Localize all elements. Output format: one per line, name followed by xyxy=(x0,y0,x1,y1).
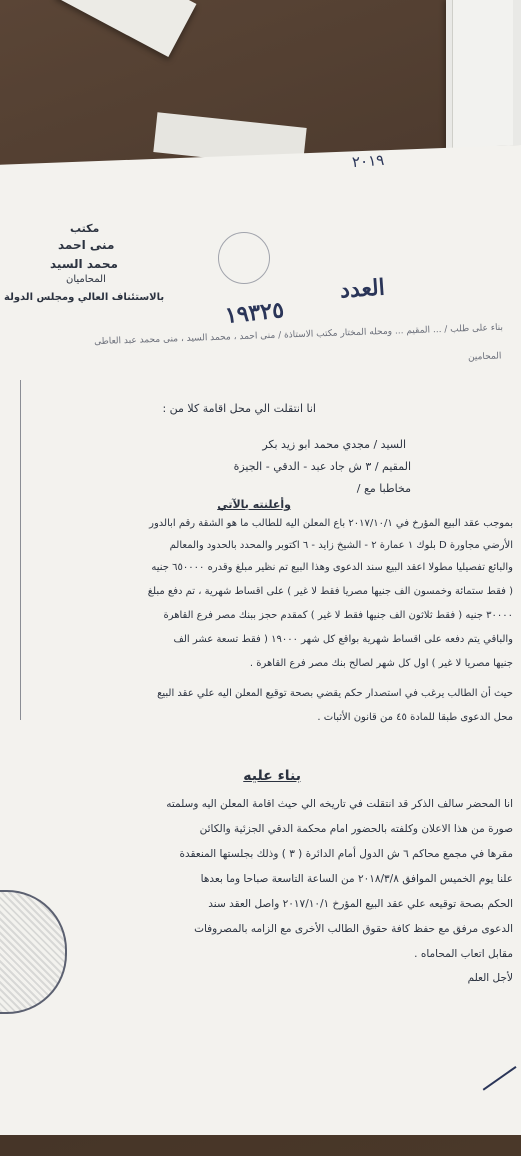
court-seal xyxy=(218,232,270,284)
body-line-7: جنيها مصريا لا غير ) اول كل شهر لصالح بنك مصر فرع القاهرة . xyxy=(249,658,513,669)
office-line-3: محمد السيد xyxy=(50,257,118,271)
handwritten-code: ٢٠١٩ xyxy=(351,150,385,172)
section-title: بناء عليه xyxy=(243,768,301,784)
closing-line-5: الحكم بصحة توقيعه علي عقد البيع المؤرخ ٢٠١٧/١٠/١ واصل العقد سند xyxy=(208,898,513,910)
office-line-4: المحاميان xyxy=(66,274,106,285)
header-line-2: المحامين xyxy=(467,351,502,363)
closing-line-3: مقرها في مجمع محاكم ٦ ش الدول أمام الدائرة ( ٣ ) وذلك بجلستها المنعقدة xyxy=(179,848,513,860)
body-line-8: حيث أن الطالب يرغب في استصدار حكم يقضي بصحة توقيع المعلن اليه علي عقد البيع xyxy=(157,688,513,699)
recipient-name: السيد / مجدي محمد ابو زيد بكر xyxy=(262,438,406,451)
handwritten-number: ١٩٣٢٥ xyxy=(223,296,286,330)
office-line-1: مكتب xyxy=(70,222,100,235)
body-line-1: بموجب عقد البيع المؤرخ في ٢٠١٧/١٠/١ باع المعلن اليه للطالب ما هو الشقة رقم ابالدور xyxy=(149,518,513,529)
handwritten-word: العدد xyxy=(339,274,386,304)
body-line-3: والبائع تفصيليا مطولا اعقد البيع سند الدعوى وهذا البيع تم نظير مبلغ وقدره ٦٥٠٠٠٠ جنيه xyxy=(151,562,513,573)
body-line-5: ٣٠٠٠٠ جنيه ( فقط ثلاثون الف جنيها فقط لا غير ) كمقدم حجز ببنك مصر فرع القاهرة xyxy=(163,610,513,621)
recipient-addressed: مخاطبا مع / xyxy=(356,482,411,495)
closing-line-1: انا المحضر سالف الذكر قد انتقلت في تاريخه الي حيث اقامة المعلن اليه وسلمته xyxy=(166,798,513,810)
section-notice: وأعلنته بالآتي xyxy=(217,498,291,511)
closing-line-7: مقابل اتعاب المحاماه . xyxy=(414,948,513,960)
closing-line-4: علنا يوم الخميس الموافق ٢٠١٨/٣/٨ من الساعة التاسعة صباحا وما بعدها xyxy=(200,873,513,885)
body-line-4: ( فقط ستمائة وخمسون الف جنيها مصريا فقط لا غير ) على اقساط شهرية ، تم دفع مبلغ xyxy=(147,586,513,597)
margin-line xyxy=(20,380,21,720)
body-line-9: محل الدعوى طبقا للمادة ٤٥ من قانون الأثبات . xyxy=(317,712,513,723)
notice-line: انا انتقلت الي محل اقامة كلا من : xyxy=(162,402,316,415)
office-line-2: منى احمد xyxy=(58,238,115,252)
header-line-1: بناء على طلب / ... المقيم ... ومحله المختار مكتب الاستاذة / منى احمد ، محمد السيد ، منى محمد عبد العاطى xyxy=(93,322,504,348)
lawyer-office-box xyxy=(0,210,190,320)
office-line-5: بالاستئناف العالي ومجلس الدولة xyxy=(4,292,165,303)
closing-line-2: صورة من هذا الاعلان وكلفته بالحضور امام محكمة الدقي الجزئية والكائن xyxy=(199,823,513,835)
recipient-address: المقيم / ٣ ش جاد عبد - الدقي - الجيزة xyxy=(233,460,411,473)
body-line-6: والباقي يتم دفعه على اقساط شهرية بواقع كل شهر ١٩٠٠٠ ( فقط تسعة عشر الف xyxy=(173,634,513,645)
stacked-paper-right-top xyxy=(452,0,513,170)
body-line-2: الأرضي مجاورة D بلوك ١ عمارة ٢ - الشيخ زايد - ٦ اكتوبر والمحدد بالحدود والمعالم xyxy=(169,540,513,551)
closing-line-8: لأجل العلم xyxy=(467,972,513,984)
closing-line-6: الدعوى مرفق مع حفظ كافة حقوق الطالب الأخرى مع الزامه بالمصروفات xyxy=(194,923,513,935)
